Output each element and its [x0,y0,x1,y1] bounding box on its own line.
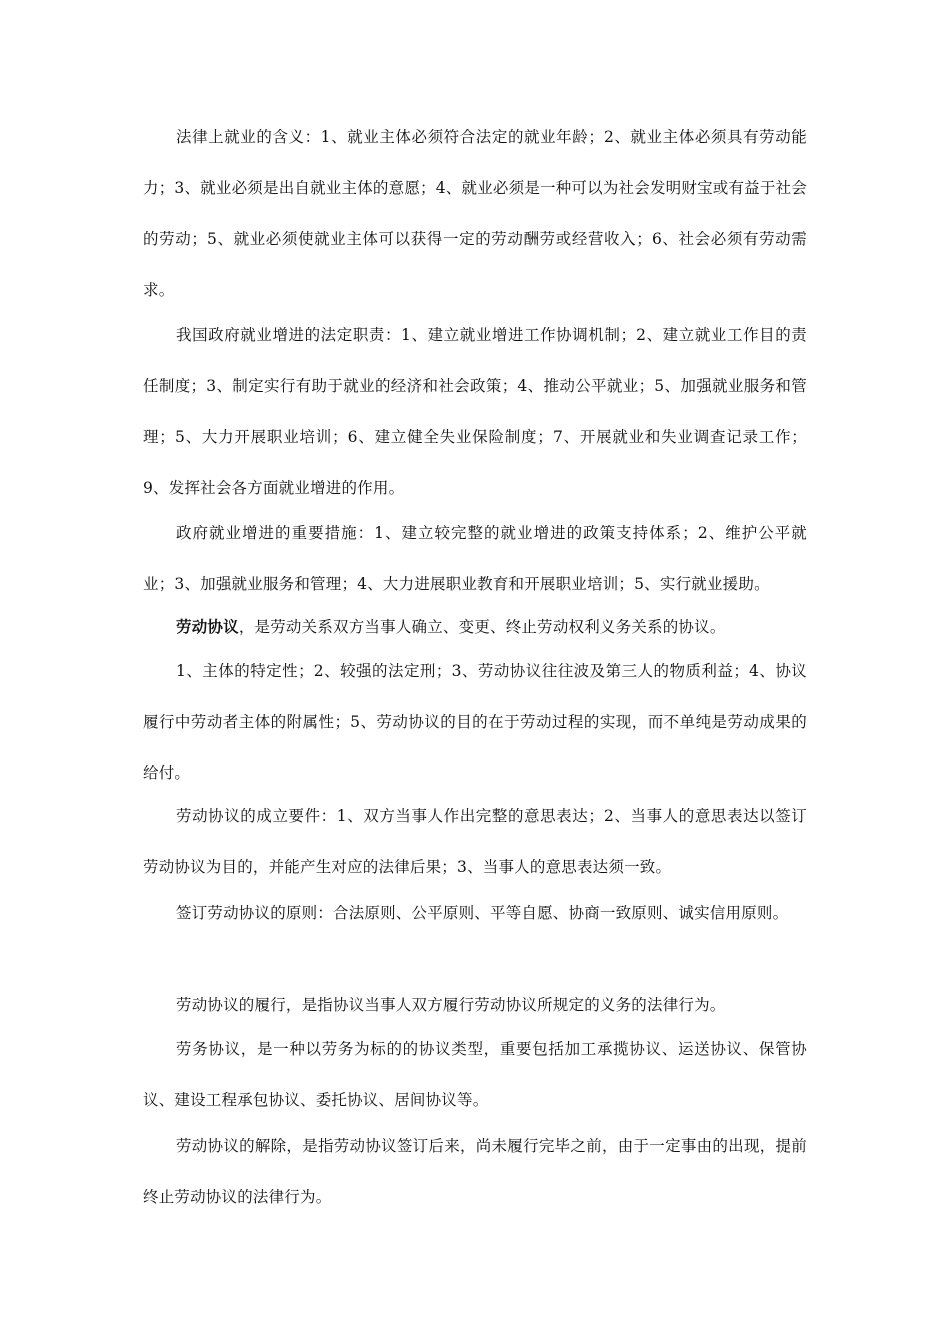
paragraph-contract-characteristics: 1、主体的特定性；2、较强的法定刑；3、劳动协议往往波及第三人的物质利益；4、协议履行中劳动者主体的附属性；5、劳动协议的目的在于劳动过程的实现，而不单纯是劳动成果的给付。 [143,662,807,782]
paragraph-contract-performance: 劳动协议的履行，是指协议当事人双方履行劳动协议所规定的义务的法律行为。 [176,996,726,1014]
paragraph-formation-requirements: 劳动协议的成立要件：1、双方当事人作出完整的意思表达；2、当事人的意思表达以签订劳动协议为目的，并能产生对应的法律后果；3、当事人的意思表达须一致。 [143,807,807,876]
paragraph-government-duties: 我国政府就业增进的法定职责：1、建立就业增进工作协调机制；2、建立就业工作目的责任制度；3、制定实行有助于就业的经济和社会政策；4、推动公平就业；5、加强就业服务和管理；5、大力开展职业培训；6、建立健全失业保险制度；7、开展就业和失业调查记录工作；9、发挥社会各方面就业增进的作用。 [143,326,807,497]
paragraph-contract-termination: 劳动协议的解除，是指劳动协议签订后来，尚未履行完毕之前，由于一定事由的出现，提前终止劳动协议的法律行为。 [143,1137,807,1206]
paragraph-service-contract: 劳务协议，是一种以劳务为标的的协议类型，重要包括加工承揽协议、运送协议、保管协议、建设工程承包协议、委托协议、居间协议等。 [143,1040,807,1109]
paragraph-labor-contract-definition [143,612,807,642]
paragraph-promotion-measures: 政府就业增进的重要措施：1、建立较完整的就业增进的政策支持体系；2、维护公平就业；3、加强就业服务和管理；4、大力进展职业教育和开展职业培训；5、实行就业援助。 [143,524,807,593]
paragraph-employment-definition: 法律上就业的含义：1、就业主体必须符合法定的就业年龄；2、就业主体必须具有劳动能力；3、就业必须是出自就业主体的意愿；4、就业必须是一种可以为社会发明财宝或有益于社会的劳动；5、就业必须使就业主体可以获得一定的劳动酬劳或经营收入；6、社会必须有劳动需求。 [143,128,807,299]
definition-text: ，是劳动关系双方当事人确立、变更、终止劳动权利义务关系的协议。 [238,618,726,636]
paragraph-signing-principles: 签订劳动协议的原则：合法原则、公平原则、平等自愿、协商一致原则、诚实信用原则。 [176,904,789,922]
term-labor-contract: 劳动协议 [176,617,239,636]
